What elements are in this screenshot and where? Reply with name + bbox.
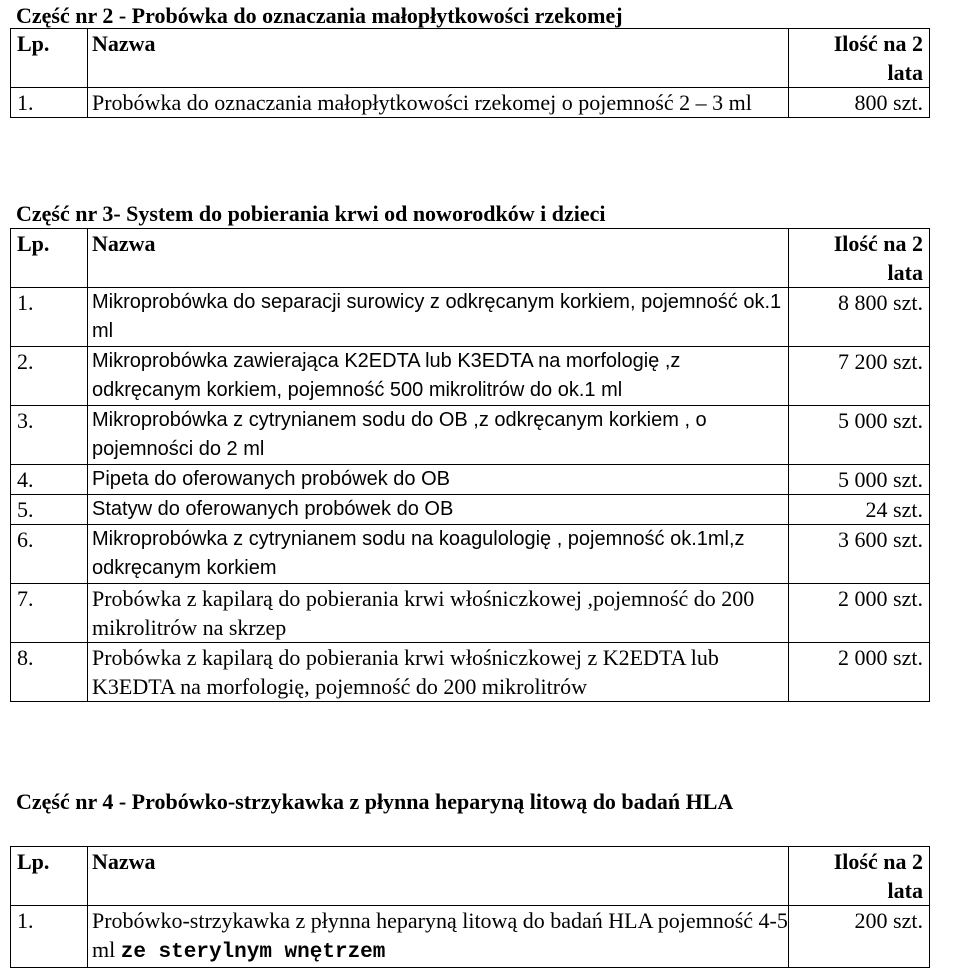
header-lp: Lp. (11, 29, 88, 88)
table-header-row (11, 229, 930, 288)
row-name: Mikroprobówka z cytrynianem sodu na koagulologię , pojemność ok.1ml,z odkręcanym korkiem (88, 525, 789, 584)
row-name: Pipeta do oferowanych probówek do OB (88, 465, 789, 495)
table-row (11, 288, 930, 347)
table-header-row (11, 847, 930, 906)
header-name: Nazwa (88, 847, 789, 906)
row-qty: 8 800 szt. (789, 288, 930, 347)
row-qty: 7 200 szt. (789, 347, 930, 406)
table-row (11, 906, 930, 968)
header-lp: Lp. (11, 847, 88, 906)
row-qty: 800 szt. (789, 88, 930, 118)
table-part-2 (10, 28, 930, 118)
header-name: Nazwa (88, 29, 789, 88)
header-lp: Lp. (11, 229, 88, 288)
row-name: Probówka z kapilarą do pobierania krwi włośniczkowej z K2EDTA lub K3EDTA na morfologię, pojemność do 200 mikrolitrów (88, 643, 789, 702)
row-lp: 6. (11, 525, 88, 584)
row-name-emphasis: ze sterylnym wnętrzem (120, 941, 386, 964)
row-lp: 1. (11, 288, 88, 347)
header-name: Nazwa (88, 229, 789, 288)
row-qty: 2 000 szt. (789, 584, 930, 643)
header-qty: Ilość na 2 lata (789, 847, 930, 906)
section-title: Część nr 3- System do pobierania krwi od noworodków i dzieci (16, 201, 606, 226)
row-qty: 3 600 szt. (789, 525, 930, 584)
table-row (11, 495, 930, 525)
row-name: Statyw do oferowanych probówek do OB (88, 495, 789, 525)
row-lp: 1. (11, 88, 88, 118)
row-qty: 5 000 szt. (789, 406, 930, 465)
section-title: Część nr 4 - Probówko-strzykawka z płynna heparyną litową do badań HLA (16, 789, 734, 814)
row-qty: 2 000 szt. (789, 643, 930, 702)
header-qty: Ilość na 2 lata (789, 229, 930, 288)
row-lp: 4. (11, 465, 88, 495)
table-header-row (11, 29, 930, 88)
row-lp: 5. (11, 495, 88, 525)
row-lp: 1. (11, 906, 88, 968)
section-title: Część nr 2 - Probówka do oznaczania małopłytkowości rzekomej (16, 3, 623, 28)
header-qty: Ilość na 2 lata (789, 29, 930, 88)
row-name: Probówka do oznaczania małopłytkowości rzekomej o pojemność 2 – 3 ml (88, 88, 789, 118)
row-lp: 8. (11, 643, 88, 702)
row-lp: 2. (11, 347, 88, 406)
row-name: Mikroprobówka do separacji surowicy z odkręcanym korkiem, pojemność ok.1 ml (88, 288, 789, 347)
table-row (11, 347, 930, 406)
row-qty: 200 szt. (789, 906, 930, 968)
table-part-4 (10, 846, 930, 968)
table-row (11, 406, 930, 465)
row-lp: 3. (11, 406, 88, 465)
row-name: Mikroprobówka zawierająca K2EDTA lub K3EDTA na morfologię ,z odkręcanym korkiem, pojemność 500 mikrolitrów do ok.1 ml (88, 347, 789, 406)
table-row (11, 643, 930, 702)
row-qty: 5 000 szt. (789, 465, 930, 495)
table-row (11, 465, 930, 495)
row-qty: 24 szt. (789, 495, 930, 525)
row-name: Mikroprobówka z cytrynianem sodu do OB ,z odkręcanym korkiem , o pojemności do 2 ml (88, 406, 789, 465)
row-name-cell (88, 906, 789, 968)
row-lp: 7. (11, 584, 88, 643)
table-row (11, 584, 930, 643)
row-name: Probówko-strzykawka z płynna heparyną litową do badań HLA pojemność 4-5 ml (92, 908, 788, 962)
table-part-3 (10, 228, 930, 702)
table-row (11, 525, 930, 584)
row-name: Probówka z kapilarą do pobierania krwi włośniczkowej ,pojemność do 200 mikrolitrów na skrzep (88, 584, 789, 643)
table-row (11, 88, 930, 118)
